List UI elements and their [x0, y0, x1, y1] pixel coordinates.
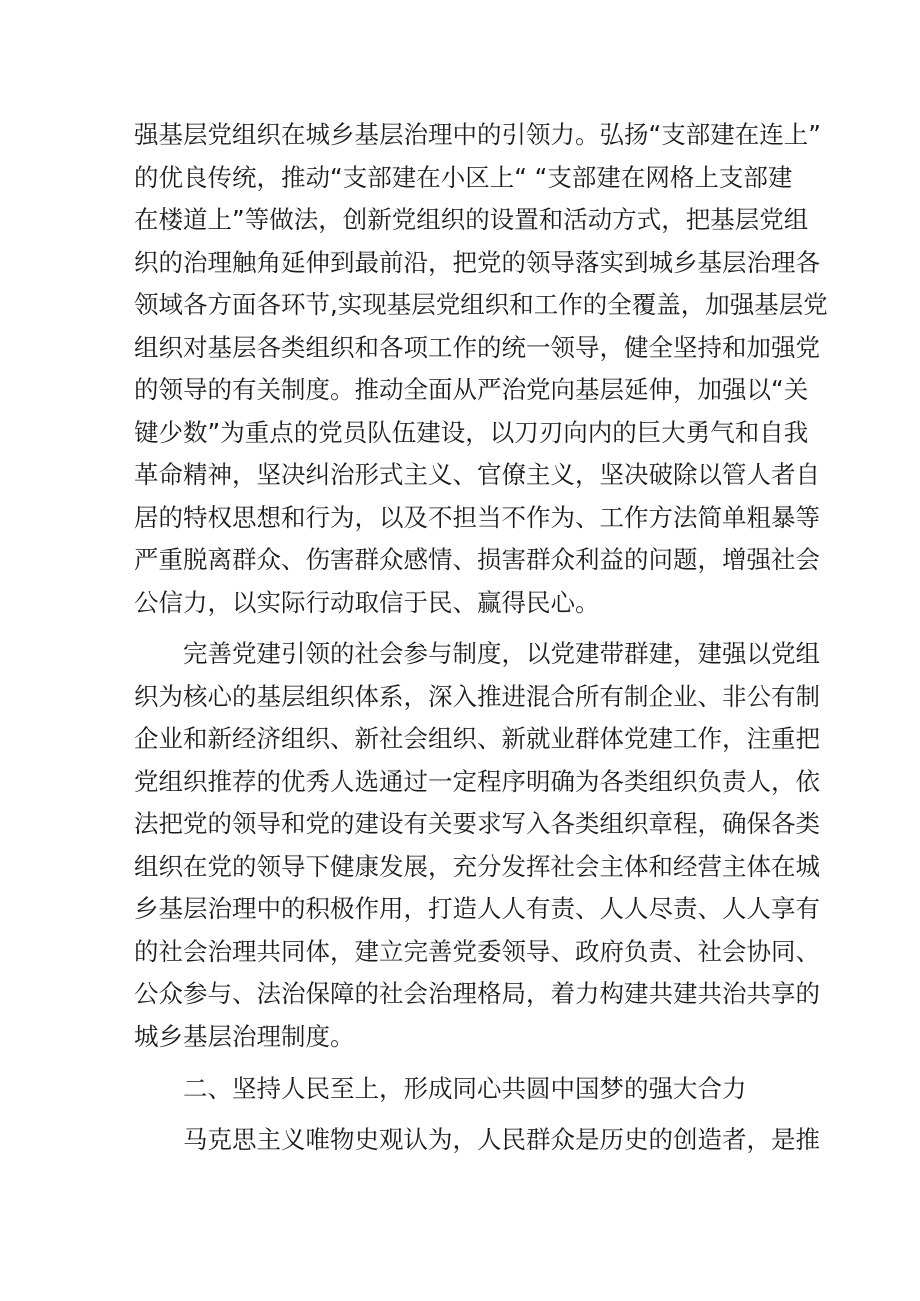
- paragraph-grassroots-party-organization: [134, 114, 828, 624]
- section-heading: [134, 1068, 790, 1111]
- text-line: 键少数”为重点的党员队伍建设，以刀刃向内的巨大勇气和自我: [134, 417, 809, 447]
- heading-line: 二、坚持人民至上，形成同心共圆中国梦的强大合力: [183, 1074, 747, 1103]
- text-line: 的领导的有关制度。推动全面从严治党向基层延伸，加强以“关: [134, 375, 809, 404]
- text-line: 乡基层治理中的积极作用，打造人人有责、人人尽责、人人享有: [134, 894, 820, 923]
- text-line-indented: 马克思主义唯物史观认为，人民群众是历史的创造者，是推: [183, 1124, 820, 1154]
- text-line: 领域各方面各环节,实现基层党组织和工作的全覆盖，加强基层党: [134, 290, 828, 319]
- paragraph-social-participation-system: [134, 633, 820, 1058]
- text-line: 严重脱离群众、伤害群众感情、损害群众利益的问题，增强社会: [134, 545, 820, 574]
- text-line: 党组织推荐的优秀人选通过一定程序明确为各类组织负责人，依: [134, 766, 820, 796]
- text-line: 革命精神，坚决纠治形式主义、官僚主义，坚决破除以管人者自: [134, 460, 820, 489]
- text-line: 城乡基层治理制度。: [134, 1021, 355, 1051]
- document-body: [134, 114, 828, 1161]
- text-line: 组织对基层各类组织和各项工作的统一领导，健全坚持和加强党: [134, 332, 820, 362]
- text-line: 居的特权思想和行为，以及不担当不作为、工作方法简单粗暴等: [134, 502, 820, 532]
- text-line: 企业和新经济组织、新社会组织、新就业群体党建工作，注重把: [134, 724, 820, 753]
- text-line: 的社会治理共同体，建立完善党委领导、政府负责、社会协同、: [134, 936, 820, 966]
- text-line: 的优良传统，推动“支部建在小区上“ “支部建在网格上支部建: [134, 162, 793, 192]
- text-line: 公信力，以实际行动取信于民、赢得民心。: [134, 587, 600, 617]
- text-line: 织为核心的基层组织体系，深入推进混合所有制企业、非公有制: [134, 681, 820, 711]
- text-line: 在楼道上”等做法，创新党组织的设置和活动方式，把基层党组: [134, 205, 809, 234]
- text-line: 组织在党的领导下健康发展，充分发挥社会主体和经营主体在城: [134, 851, 820, 881]
- text-line: 织的治理触角延伸到最前沿，把党的领导落实到城乡基层治理各: [134, 247, 820, 277]
- paragraph-historical-materialism: [134, 1119, 820, 1162]
- text-line: 强基层党组织在城乡基层治理中的引领力。弘扬“支部建在连上”: [134, 120, 821, 149]
- text-line: 法把党的领导和党的建设有关要求写入各类组织章程，确保各类: [134, 809, 820, 838]
- text-line-indented: 完善党建引领的社会参与制度，以党建带群建，建强以党组: [183, 639, 820, 668]
- text-line: 公众参与、法治保障的社会治理格局，着力构建共建共治共享的: [134, 979, 820, 1008]
